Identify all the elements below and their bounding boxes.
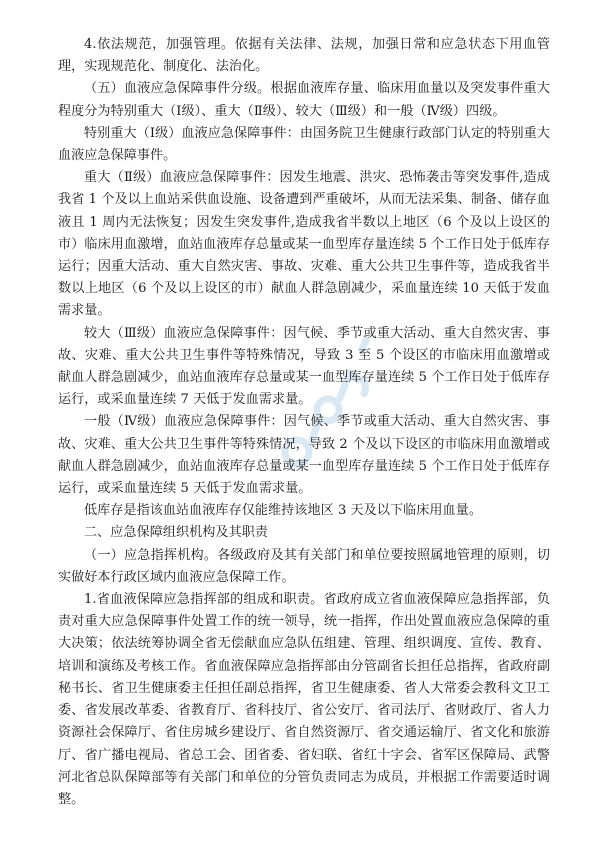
paragraph: （五）血液应急保障事件分级。根据血液库存量、临床用血量以及突发事件重大程度分为特别重大（Ⅰ级）、重大（Ⅱ级）、较大（Ⅲ级）和一般（Ⅳ级）四级。 <box>58 81 550 119</box>
paragraph: 较大（Ⅲ级）血液应急保障事件：因气候、季节或重大活动、重大自然灾害、事故、灾难、重大公共卫生事件等特殊情况，导致 3 至 5 个设区的市临床用血激增或献血人群急剧减少，血站血液库存总量或某一血型库存量连续 5 个工作日处于低库存运行，或采血量连续 7 天低于发血需求量。 <box>58 325 550 408</box>
document-body <box>58 34 550 811</box>
paragraph: 特别重大（Ⅰ级）血液应急保障事件：由国务院卫生健康行政部门认定的特别重大血液应急保障事件。 <box>58 125 550 164</box>
paragraph: 低库存是指该血站血液库存仅能维持该地区 3 天及以下临床用血量。 <box>84 503 482 519</box>
paragraph: 1.省血液保障应急指挥部的组成和职责。省政府成立省血液保障应急指挥部，负责对重大应急保障事件处置工作的统一领导，统一指挥，作出处置血液应急保障的重大决策；依法统筹协调全省无偿献血应急队伍组建、管理、组织调度、宣传、教育、培训和演练及考核工作。省血液保障应急指挥部由分管副省长担任总指挥，省政府副秘书长、省卫生健康委主任担任副总指挥，省卫生健康委、省人大常委会教科文卫工委、省发展改革委、省教育厅、省科技厅、省公安厅、省司法厅、省财政厅、省人力资源社会保障厅、省住房城乡建设厅、省自然资源厅、省交通运输厅、省文化和旅游厅、省广播电视局、省总工会、团省委、省妇联、省红十字会、省军区保障局、武警河北省总队保障部等有关部门和单位的分管负责同志为成员，并根据工作需要适时调整。 <box>58 592 550 807</box>
paragraph: 一般（Ⅳ级）血液应急保障事件：因气候、季节或重大活动、重大自然灾害、事故、灾难、重大公共卫生事件等特殊情况，导致 2 个及以下设区的市临床用血激增或献血人群急剧减少，血站血液库存总量或某一血型库存量连续 5 个工作日处于低库存运行，或采血量连续 5 天低于发血需求量。 <box>58 414 550 497</box>
paragraph: 重大（Ⅱ级）血液应急保障事件：因发生地震、洪灾、恐怖袭击等突发事件,造成我省 1 个及以上血站采供血设施、设备遭到严重破坏，从而无法采集、制备、储存血液且 1 周内无法恢复；因发生突发事件,造成我省半数以上地区（6 个及以上设区的市）临床用血激增，血站血液库存总量或某一血型库存量连续 5 个工作日处于低库存运行；因重大活动、重大自然灾害、事故、灾难、重大公共卫生事件等，造成我省半数以上地区（6 个及以上设区的市）献血人群急剧减少，采血量连续 10 天低于发血需求量。 <box>58 170 550 319</box>
paragraph: （一）应急指挥机构。各级政府及其有关部门和单位要按照属地管理的原则，切实做好本行政区域内血液应急保障工作。 <box>58 547 550 585</box>
paragraph: 4.依法规范，加强管理。依据有关法律、法规，加强日常和应急状态下用血管理，实现规范化、制度化、法治化。 <box>58 37 550 75</box>
section-heading: 二、应急保障组织机构及其职责 <box>84 525 269 541</box>
